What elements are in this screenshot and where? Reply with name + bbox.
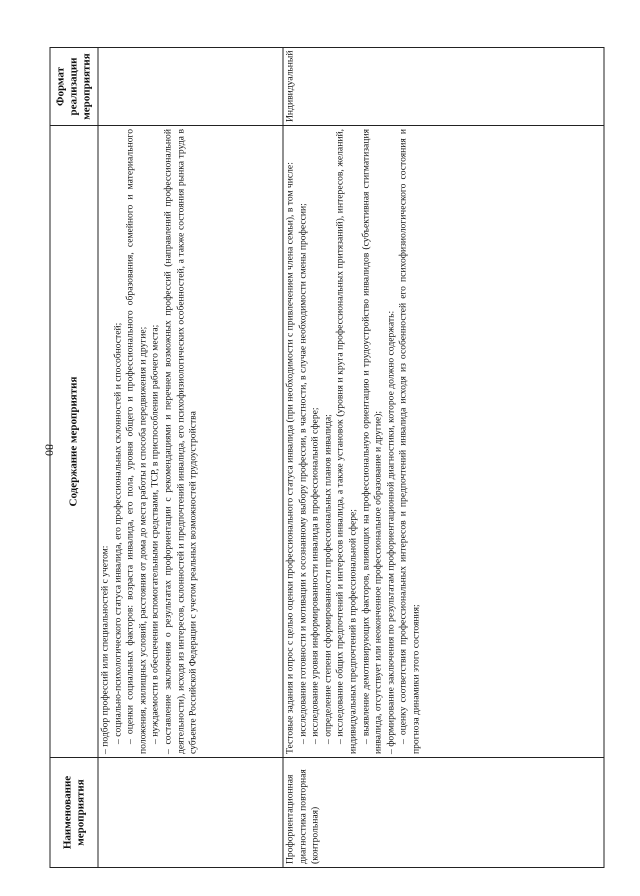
activities-table [50, 47, 605, 868]
rotated-table-container [50, 48, 605, 868]
row2-line: – формирование заключения по результатам профориентационной диагностики, которое должно содержать: [385, 310, 397, 754]
row1-line: – оценки социальных факторов: возраста инвалида, его пола, уровня общего и профессионального образования, семейного и материального положения, жилищных условий, расстояния от дома до места работы и способа передвижения и другие; [124, 129, 149, 754]
row2-content [283, 126, 604, 758]
page-number: 80 [42, 444, 57, 456]
row2-name: Профориентационная диагностика повторная (контрольная) [283, 758, 604, 868]
header-content: Содержание мероприятия [50, 126, 98, 758]
row2-line: – исследование общих предпочтений и интересов инвалида, а также установок (уровня и круга профессиональных притязаний), интересов, желаний, индивидуальных предпочтений в профессиональной сфере; [334, 129, 359, 754]
row2-line: – исследование готовности и мотивации к осознанному выбору профессии, в частности, в случае необходимости смены профессии; [297, 203, 309, 744]
header-name: Наименование мероприятия [50, 758, 98, 868]
header-row [50, 48, 98, 868]
header-format: Формат реализации мероприятия [50, 48, 98, 126]
row1-line: – социально-психологического статуса инвалида, его профессиональных склонностей и способностей; [112, 322, 124, 744]
row2-line: – исследование уровня информированности инвалида в профессиональной сфере; [309, 407, 321, 744]
row1-line: – подбор профессий или специальностей с учетом: [99, 545, 111, 754]
row1-content [98, 126, 283, 758]
table-row [283, 48, 604, 868]
row2-format: Индивидуальный [283, 48, 604, 126]
row2-line: – определение степени сформированности профессиональных планов инвалида; [322, 414, 334, 744]
row2-line: – оценку соответствия профессиональных интересов и предпочтений инвалида исходя из особенностей его психофизиологического состояния и прогноза динамики этого состояния; [397, 129, 422, 754]
row1-line: – нуждаемости в обеспечении вспомогательными средствами, ТСР, в приспособлении рабочего места; [149, 324, 161, 744]
row1-format [98, 48, 283, 126]
row2-line: – выявление демотивирующих факторов, влияющих на профессиональную ориентацию и трудоустройство инвалидов (субъективная стигматизация инвалида, отсутствует или неоконченное профессиональное образование и другие); [360, 129, 384, 754]
row1-line: – составление заключения о результатах профориентации с рекомендациями и перечнем возможных профессий (направлений профессиональной деятельности), исходя из интересов, склонностей и предпочтений инвалида, его психофизиологических особенностей, а также состояния рынка труда в субъекте Российской Федерации с учетом реальных возможностей трудоустройства [162, 129, 199, 754]
table-row [98, 48, 283, 868]
row1-name [98, 758, 283, 868]
row2-line: Тестовые задания и опрос с целью оценки профессионального статуса инвалида (при необходимости с привлечением члена семьи), в том числе: [284, 162, 296, 754]
